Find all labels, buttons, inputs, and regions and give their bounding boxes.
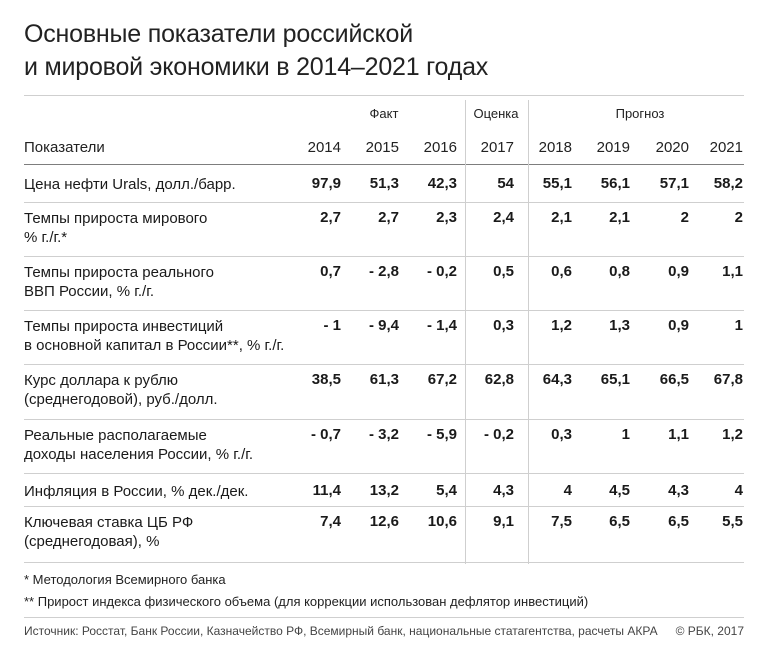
row-divider	[24, 364, 744, 365]
table-cell: 62,8	[484, 371, 514, 388]
table-cell: - 3,2	[368, 426, 399, 443]
table-cell: 5,5	[722, 513, 743, 530]
row-label-line: доходы населения России, % г./г.	[24, 446, 254, 463]
table-cell: 0,7	[320, 263, 341, 280]
table-cell: 12,6	[369, 513, 399, 530]
table-cell: 4,3	[493, 482, 514, 499]
table-cell: 4	[563, 482, 572, 499]
row-label-line: Темпы прироста инвестиций	[24, 318, 224, 335]
table-cell: 10,6	[427, 513, 457, 530]
table-cell: - 0,7	[310, 426, 341, 443]
table-cell: 57,1	[659, 175, 689, 192]
table-cell: 2	[734, 209, 743, 226]
table-cell: 1,1	[668, 426, 689, 443]
table-cell: 2	[680, 209, 689, 226]
title-line-1: Основные показатели российской	[24, 20, 413, 48]
table-cell: - 5,9	[426, 426, 457, 443]
year-header: 2014	[307, 139, 341, 156]
row-divider	[24, 506, 744, 507]
year-header: 2018	[538, 139, 572, 156]
table-cell: 1,2	[722, 426, 743, 443]
table-cell: 6,5	[668, 513, 689, 530]
table-cell: 2,3	[436, 209, 457, 226]
group-fact: Факт	[369, 106, 399, 121]
row-label	[24, 263, 309, 301]
table-cell: 65,1	[600, 371, 630, 388]
table-cell: 1	[734, 317, 743, 334]
table-cell: - 1,4	[426, 317, 457, 334]
table-cell: 38,5	[311, 371, 341, 388]
table-cell: 7,5	[551, 513, 572, 530]
year-header: 2021	[709, 139, 743, 156]
table-cell: 0,9	[668, 263, 689, 280]
table-cell: 97,9	[311, 175, 341, 192]
table-cell: 11,4	[312, 482, 341, 499]
row-label	[24, 482, 309, 501]
table-cell: 54	[497, 175, 514, 192]
table-cell: 4	[734, 482, 743, 499]
table-cell: 7,4	[320, 513, 341, 530]
table-cell: 0,5	[493, 263, 514, 280]
row-label-line: Инфляция в России, % дек./дек.	[24, 483, 249, 500]
top-rule	[24, 95, 744, 96]
row-divider	[24, 256, 744, 257]
table-cell: 0,9	[668, 317, 689, 334]
note-2: ** Прирост индекса физического объема (для коррекции использован дефлятор инвестиций)	[24, 594, 589, 609]
year-header: 2015	[365, 139, 399, 156]
year-header: 2019	[596, 139, 630, 156]
table-cell: 2,4	[493, 209, 514, 226]
table-cell: 0,3	[493, 317, 514, 334]
table-cell: 42,3	[427, 175, 457, 192]
row-label-line: Темпы прироста мирового	[24, 210, 208, 227]
row-divider	[24, 202, 744, 203]
group-forecast: Прогноз	[615, 106, 665, 121]
table-cell: 5,4	[436, 482, 457, 499]
row-divider	[24, 419, 744, 420]
table-cell: 2,7	[320, 209, 341, 226]
row-label-line: Цена нефти Urals, долл./барр.	[24, 176, 236, 193]
row-label	[24, 209, 309, 247]
table-cell: 61,3	[369, 371, 399, 388]
row-label	[24, 371, 309, 409]
year-header: 2016	[423, 139, 457, 156]
table-cell: 2,1	[609, 209, 630, 226]
row-divider	[24, 473, 744, 474]
copyright: © РБК, 2017	[675, 624, 744, 638]
row-label	[24, 426, 309, 464]
table-cell: 1,1	[722, 263, 743, 280]
table-cell: - 2,8	[368, 263, 399, 280]
table-cell: 67,8	[713, 371, 743, 388]
row-label	[24, 317, 309, 355]
group-estimate: Оценка	[473, 106, 519, 121]
table-cell: 4,3	[668, 482, 689, 499]
table-cell: 1	[621, 426, 630, 443]
table-cell: 0,3	[551, 426, 572, 443]
table-cell: 1,3	[609, 317, 630, 334]
table-cell: 51,3	[369, 175, 399, 192]
table-cell: 64,3	[542, 371, 572, 388]
table-cell: 67,2	[427, 371, 457, 388]
row-label-line: % г./г.*	[24, 229, 68, 246]
footer-rule	[24, 617, 744, 618]
table-cell: 0,8	[609, 263, 630, 280]
table-cell: 55,1	[542, 175, 572, 192]
table-cell: 4,5	[609, 482, 630, 499]
row-label	[24, 513, 309, 551]
table-cell: 56,1	[600, 175, 630, 192]
table-cell: 9,1	[493, 513, 514, 530]
header-rule	[24, 164, 744, 165]
row-label-line: в основной капитал в России**, % г./г.	[24, 337, 285, 354]
table-cell: - 9,4	[368, 317, 399, 334]
table-cell: - 0,2	[426, 263, 457, 280]
table-cell: 6,5	[609, 513, 630, 530]
separator-fact-estimate	[465, 100, 466, 564]
row-label-line: Темпы прироста реального	[24, 264, 214, 281]
table-cell: 2,7	[378, 209, 399, 226]
separator-estimate-forecast	[528, 100, 529, 564]
page-title	[24, 18, 744, 84]
row-label-line: Реальные располагаемые	[24, 427, 207, 444]
row-label-line: Курс доллара к рублю	[24, 372, 179, 389]
table-cell: - 1	[323, 317, 341, 334]
title-line-2: и мировой экономики в 2014–2021 годах	[24, 53, 489, 81]
table-cell: 58,2	[713, 175, 743, 192]
year-header: 2020	[655, 139, 689, 156]
table-cell: 13,2	[369, 482, 399, 499]
row-label-line: (среднегодовой), руб./долл.	[24, 391, 218, 408]
row-divider	[24, 310, 744, 311]
table-cell: 0,6	[551, 263, 572, 280]
table-cell: 66,5	[659, 371, 689, 388]
year-header: 2017	[480, 139, 514, 156]
note-1: * Методология Всемирного банка	[24, 572, 226, 587]
row-label-line: ВВП России, % г./г.	[24, 283, 155, 300]
header-indicators: Показатели	[24, 139, 105, 156]
row-label-line: (среднегодовая), %	[24, 533, 160, 550]
row-label-line: Ключевая ставка ЦБ РФ	[24, 514, 194, 531]
row-label	[24, 175, 309, 194]
table-cell: 1,2	[551, 317, 572, 334]
source-text: Источник: Росстат, Банк России, Казначейство РФ, Всемирный банк, национальные статагентства, расчеты АКРА	[24, 624, 658, 638]
row-divider	[24, 562, 744, 563]
table-cell: 2,1	[551, 209, 572, 226]
table-cell: - 0,2	[483, 426, 514, 443]
